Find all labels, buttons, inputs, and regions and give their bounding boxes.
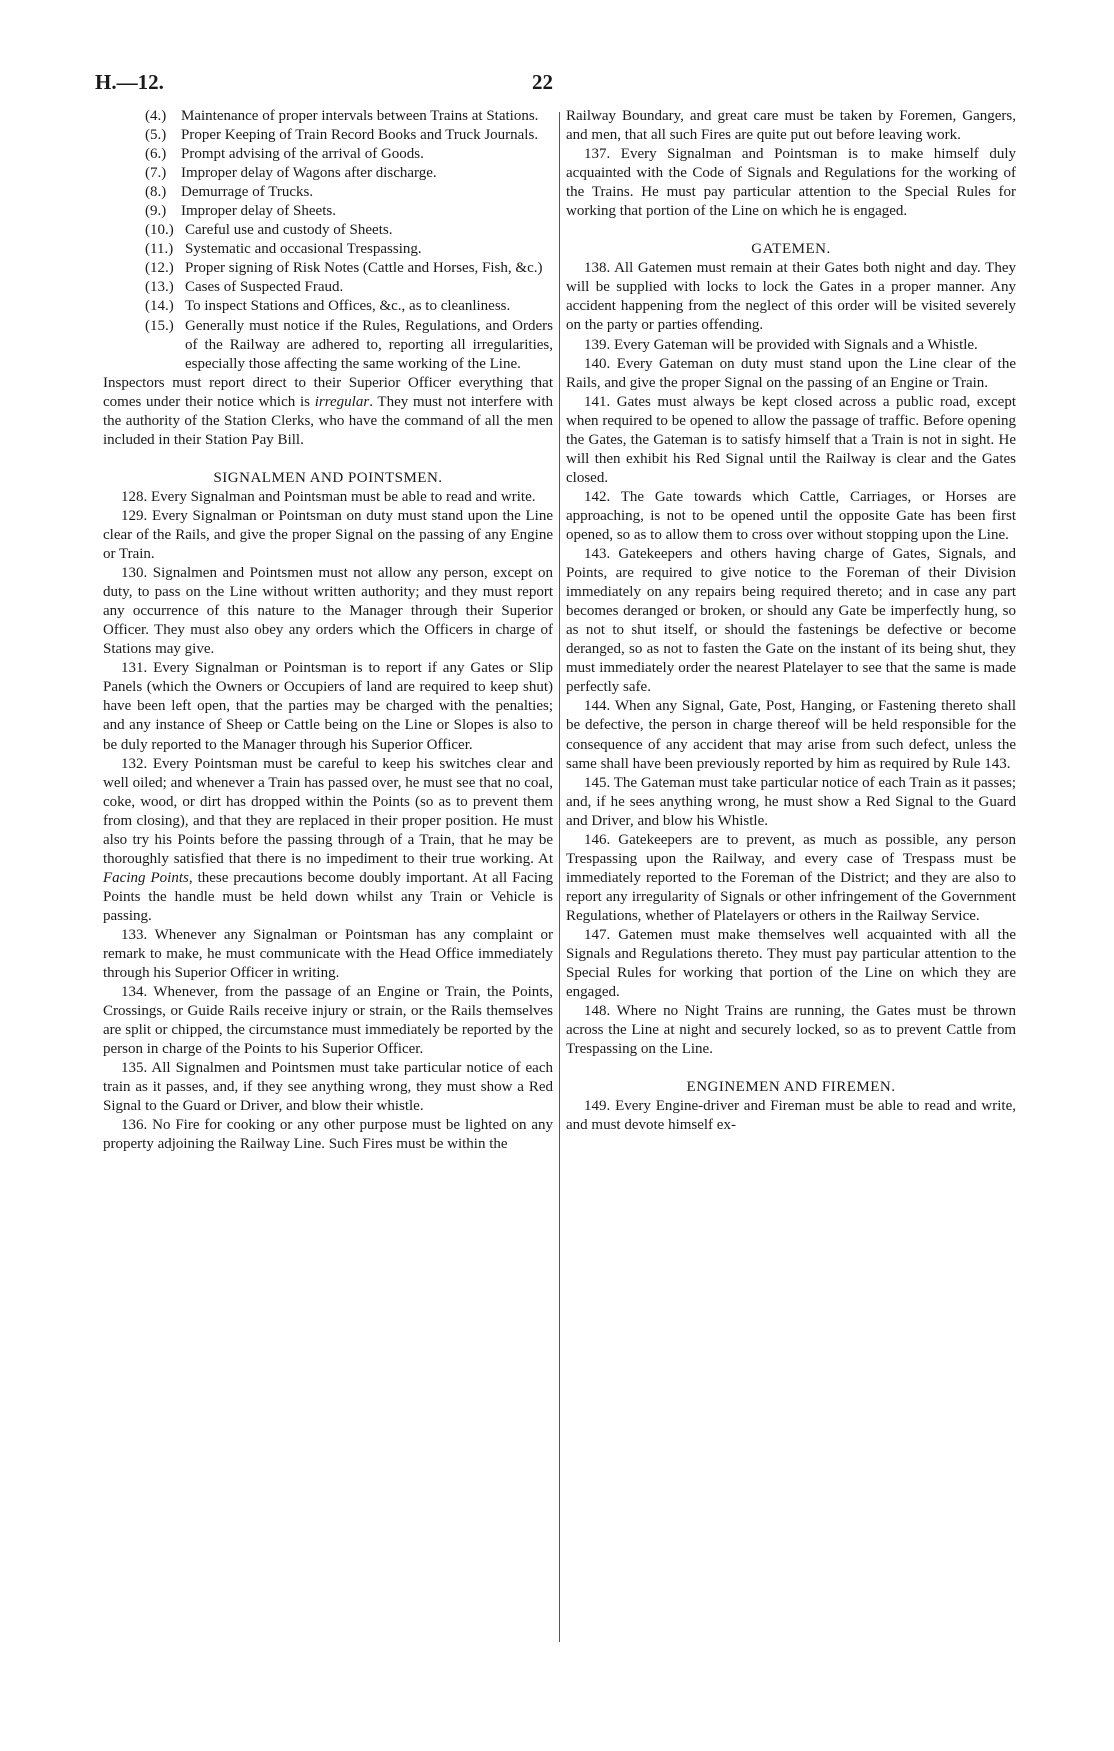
rule-142: 142. The Gate towards which Cattle, Carriages, or Horses are approaching, is not to be opened until the opposite Gate has been first opened, so as to allow them to cross over without stopping upon the Line.: [566, 488, 1016, 543]
rule-137: 137. Every Signalman and Pointsman is to make himself duly acquainted with the Code of Signals and Regulations for the working of the Trains. He must pay particular attention to the Special Rules for working that portion of the Line on which he is engaged.: [566, 146, 1016, 220]
rule-144: 144. When any Signal, Gate, Post, Hanging, or Fastening thereto shall be defective, the person in charge thereof will be held responsible for the consequence of any accident that may arise from such defect, unless the same shall have been previously reported by him as required by Rule 143.: [566, 698, 1016, 772]
list-item: (5.) Proper Keeping of Train Record Books and Truck Journals.: [145, 127, 539, 144]
section-heading-gatemen: GATEMEN.: [751, 241, 831, 258]
list-item: (15.) Generally must notice if the Rules, Regulations, and Orders of the Railway are adhered to, reporting all irregularities, especially those affecting the same working of the Line.: [145, 317, 553, 372]
rule-134: 134. Whenever, from the passage of an Engine or Train, the Points, Crossings, or Guide Rails receive injury or strain, or the Rails themselves are split or chipped, the circumstance must immediately be reported by the person in charge of the Points to his Superior Officer.: [103, 984, 553, 1058]
rule-149: 149. Every Engine-driver and Fireman must be able to read and write, and must devote himself ex-: [566, 1098, 1016, 1134]
list-item: (7.) Improper delay of Wagons after discharge.: [145, 165, 437, 182]
rule-128: 128. Every Signalman and Pointsman must be able to read and write.: [121, 488, 536, 505]
rule-141: 141. Gates must always be kept closed across a public road, except when required to be opened to allow the passage of traffic. Before opening the Gates, the Gateman is to satisfy himself that a Train is not in sight. He will then exhibit his Red Signal until the Railway is clear and the Gates closed.: [566, 393, 1016, 486]
rule-139: 139. Every Gateman will be provided with Signals and a Whistle.: [584, 336, 978, 353]
rule-138: 138. All Gatemen must remain at their Gates both night and day. They will be supplied with locks to lock the Gates in a proper manner. Any accident happening from the neglect of this order will be visited severely on the party or parties offending.: [566, 260, 1016, 334]
rule-143: 143. Gatekeepers and others having charge of Gates, Signals, and Points, are required to give notice to the Foreman of their Division immediately on any repairs being required thereto; and in case any part becomes deranged or broken, or should any Gate be imperfectly hung, so as not to shut itself, or should the fastenings be defective or become deranged, so as not to fasten the Gate on the instant of its being shut, they must immediately order the nearest Platelayer to see that the same is made perfectly safe.: [566, 546, 1016, 696]
rule-136-continued: Railway Boundary, and great care must be taken by Foremen, Gangers, and men, that all such Fires are quite put out before leaving work.: [566, 108, 1016, 144]
list-item: (11.) Systematic and occasional Trespassing.: [145, 241, 422, 258]
section-heading-signalmen: SIGNALMEN AND POINTSMEN.: [213, 469, 443, 486]
list-item: (8.) Demurrage of Trucks.: [145, 184, 314, 201]
right-column: [566, 107, 1016, 1135]
rule-131: 131. Every Signalman or Pointsman is to report if any Gates or Slip Panels (which the Owners or Occupiers of land are required to keep shut) have been left open, that the parties may be charged with the penalties; and any instance of Sheep or Cattle being on the Line or Slopes is also to be duly reported to the Manager through his Superior Officer.: [103, 660, 553, 753]
page-number: 22: [532, 70, 553, 94]
rule-135: 135. All Signalmen and Pointsmen must take particular notice of each train as it passes, and, if they see anything wrong, they must show a Red Signal to the Guard or Driver, and blow their whistle.: [103, 1060, 553, 1115]
left-column: [103, 107, 553, 1155]
rule-129: 129. Every Signalman or Pointsman on duty must stand upon the Line clear of the Rails, and give the proper Signal on the passing of any Engine or Train.: [103, 507, 553, 563]
list-item: (9.) Improper delay of Sheets.: [145, 203, 336, 220]
column-divider: [559, 112, 560, 1642]
rule-132: 132. Every Pointsman must be careful to keep his switches clear and well oiled; and whenever a Train has passed over, he must see that no coal, coke, wood, or dirt has dropped within the Points (so as to prevent them from closing), and that they are replaced in their proper position. He must also try his Points before the passing through of a Train, that he may be thoroughly satisfied that there is no impediment to their true working. At Facing Points, these precautions become doubly important. At all Facing Points the handle must be held down whilst any Train or Vehicle is passing.: [103, 755, 553, 924]
list-item: (14.) To inspect Stations and Offices, &c., as to cleanliness.: [145, 298, 511, 315]
rule-146: 146. Gatekeepers are to prevent, as much as possible, any person Trespassing upon the Railway, and every case of Trespass must be immediately reported to the Foreman of the District; and they are also to report any irregularity of Signals or other infringement of the Government Regulations, whether of Platelayers or others in the Railway Service.: [566, 831, 1016, 924]
document-code: H.—12.: [95, 70, 164, 94]
rule-136: 136. No Fire for cooking or any other purpose must be lighted on any property adjoining the Railway Line. Such Fires must be within the: [103, 1117, 553, 1153]
list-item: (12.) Proper signing of Risk Notes (Cattle and Horses, Fish, &c.): [145, 260, 543, 277]
rule-148: 148. Where no Night Trains are running, the Gates must be thrown across the Line at night and securely locked, so as to prevent Cattle from Trespassing on the Line.: [566, 1003, 1016, 1058]
rule-130: 130. Signalmen and Pointsmen must not allow any person, except on duty, to pass on the Line without written authority; and they must report any occurrence of this nature to the Manager through their Superior Officer. They must also obey any orders which the Officers in charge of Stations may give.: [103, 565, 553, 658]
rule-133: 133. Whenever any Signalman or Pointsman has any complaint or remark to make, he must communicate with the Head Office immediately through his Superior Officer in writing.: [103, 926, 553, 982]
rule-147: 147. Gatemen must make themselves well acquainted with all the Signals and Regulations thereto. They must pay particular attention to the Special Rules for working that portion of the Line on which they are engaged.: [566, 926, 1016, 1001]
list-item: (4.) Maintenance of proper intervals between Trains at Stations.: [145, 108, 539, 124]
inspectors-paragraph: Inspectors must report direct to their Superior Officer everything that comes under their notice which is irregular. They must not interfere with the authority of the Station Clerks, who have the command of all the men included in their Station Pay Bill.: [103, 374, 553, 448]
section-heading-enginemen: ENGINEMEN AND FIREMEN.: [686, 1079, 896, 1096]
list-item: (6.) Prompt advising of the arrival of Goods.: [145, 146, 424, 163]
rule-140: 140. Every Gateman on duty must stand upon the Line clear of the Rails, and give the proper Signal on the passing of an Engine or Train.: [566, 355, 1016, 391]
list-item: (10.) Careful use and custody of Sheets.: [145, 222, 393, 239]
list-item: (13.) Cases of Suspected Fraud.: [145, 279, 344, 296]
rule-145: 145. The Gateman must take particular notice of each Train as it passes; and, if he sees anything wrong, he must show a Red Signal to the Guard and Driver, and blow his Whistle.: [566, 774, 1016, 829]
